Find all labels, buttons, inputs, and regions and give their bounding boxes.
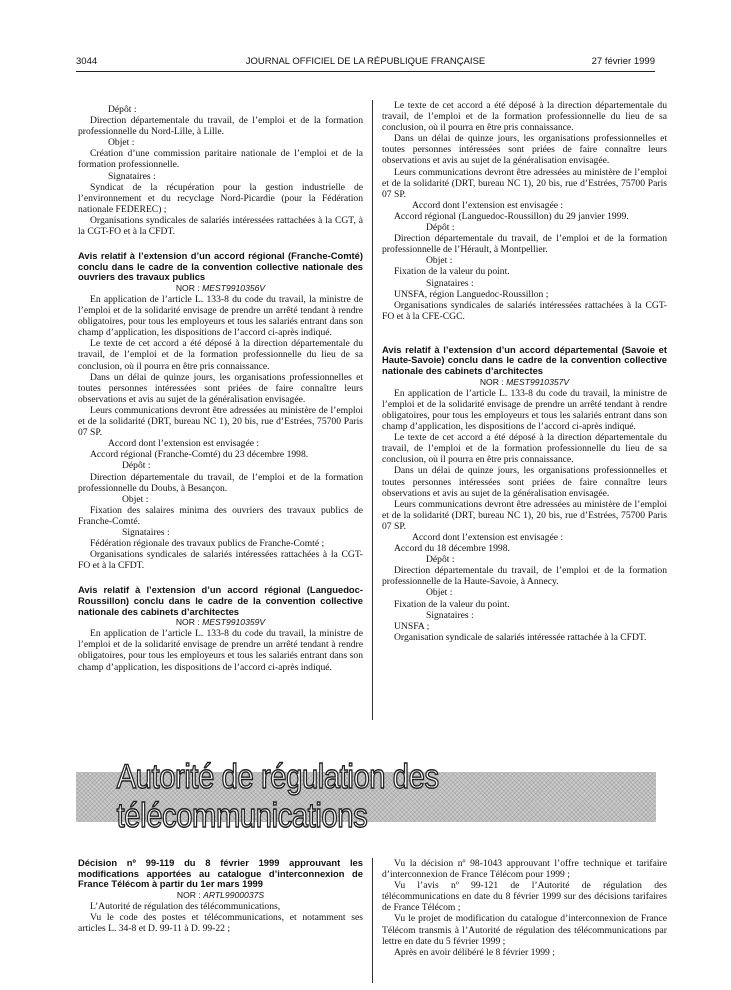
nor-reference: NOR : MEST9910359V: [175, 617, 266, 628]
visa: Après en avoir délibéré le 8 février 1999 ;: [394, 946, 555, 958]
paragraph: Le texte de cet accord a été déposé à la direction départementale du travail, de l’emploi et de la formation professionnelle du lieu de sa conclusion, où il pourra en être pris connaissance.: [382, 100, 667, 134]
signataires-label: Signataires :: [122, 526, 170, 538]
depot-label: Dépôt :: [426, 554, 455, 566]
decision-left-column: [78, 858, 363, 934]
paragraph: En application de l’article L. 133-8 du code du travail, la ministre de l’emploi et de la solidarité envisage de prendre un arrêté tendant à rendre obligatoires, pour tous les employeurs et tous les salariés entrant dans son champ d’application, les dispositions de l’accord ci-après indiqué.: [78, 628, 363, 673]
accord-label: Accord dont l’extension est envisagée :: [412, 199, 564, 211]
avis-title: Avis relatif à l’extension d’un accord régional (Franche-Comté) conclu dans le cadre de la convention collective nationale des ouvriers des travaux publics: [78, 250, 363, 283]
paragraph: Le texte de cet accord a été déposé à la direction départementale du travail, de l’emploi et de la formation professionnelle du lieu de sa conclusion, où il pourra en être pris connaissance.: [382, 432, 667, 466]
signataire: Organisations syndicales de salariés intéressées rattachées à la CGT, à la CGT-FO et à la CFDT.: [78, 214, 363, 238]
nor-reference: NOR : MEST9910357V: [479, 376, 570, 387]
signataire: Fédération régionale des travaux publics de Franche-Comté ;: [90, 538, 325, 550]
signataires-label: Signataires :: [426, 609, 474, 621]
depot-label: Dépôt :: [108, 104, 137, 115]
nor-reference: NOR : ARTL9900037S: [176, 889, 265, 900]
header-rule: [76, 71, 655, 72]
right-column: [382, 100, 667, 643]
page-number: 3044: [76, 56, 98, 67]
section-banner: [76, 758, 656, 835]
paragraph: Leurs communications devront être adressées au ministère de l’emploi et de la solidarité (DRT, bureau NC 1), 20 bis, rue d’Estrées, 75700 Paris 07 SP.: [382, 498, 667, 532]
signataire: UNSFA, région Languedoc-Roussillon ;: [394, 288, 549, 300]
accord-label: Accord dont l’extension est envisagée :: [108, 438, 260, 450]
decision-right-column: [382, 858, 667, 958]
depot-text: Direction départementale du travail, de l’emploi et de la formation professionnelle du Nord-Lille, à Lille.: [78, 115, 363, 138]
objet-text: Fixation de la valeur du point.: [394, 598, 510, 610]
paragraph: Le texte de cet accord a été déposé à la direction départementale du travail, de l’emploi et de la formation professionnelle du lieu de sa conclusion, où il pourra en être pris connaissance.: [78, 338, 363, 372]
journal-title: JOURNAL OFFICIEL DE LA RÉPUBLIQUE FRANÇAISE: [245, 56, 486, 67]
visa: Vu l’avis nº 99-121 de l’Autorité de régulation des télécommunications en date du 8 février 1999 sur des décisions tarifaires de France Télécom ;: [382, 880, 667, 914]
issue-date: 27 février 1999: [591, 56, 655, 67]
visa: Vu la décision nº 98-1043 approuvant l’offre technique et tarifaire d’interconnexion de France Télécom pour 1999 ;: [382, 858, 667, 881]
objet-text: Fixation des salaires minima des ouvriers des travaux publics de Franche-Comté.: [78, 504, 363, 527]
paragraph: En application de l’article L. 133-8 du code du travail, la ministre de l’emploi et de la solidarité envisage de prendre un arrêté tendant à rendre obligatoires, pour tous les employeurs et tous les salariés entrant dans son champ d’application, les dispositions de l’accord ci-après indiqué.: [78, 294, 363, 339]
accord-text: Accord du 18 décembre 1998.: [394, 543, 510, 555]
accord-label: Accord dont l’extension est envisagée :: [412, 531, 564, 543]
depot-text: Direction départementale du travail, de l’emploi et de la formation professionnelle du Doubs, à Besançon.: [78, 471, 363, 494]
column-divider: [372, 100, 373, 720]
signataire: Syndicat de la récupération pour la gestion industrielle de l’environnement et du recyclage Nord-Picardie (pour la Fédération nationale FEDEREC) ;: [78, 181, 363, 215]
objet-label: Objet :: [122, 493, 149, 505]
visa: Vu le projet de modification du catalogue d’interconnexion de France Télécom transmis à l’Autorité de régulation des télécommunications par lettre en date du 5 février 1999 ;: [382, 913, 667, 947]
signataire: Organisations syndicales de salariés intéressées rattachées à la CGT-FO et à la CFE-CGC.: [382, 299, 667, 322]
banner-title: Autorité de régulation des télécommunications: [116, 758, 439, 835]
objet-label: Objet :: [426, 255, 453, 267]
paragraph: Leurs communications devront être adressées au ministère de l’emploi et de la solidarité (DRT, bureau NC 1), 20 bis, rue d’Estrées, 75700 Paris 07 SP.: [78, 404, 363, 439]
column-divider: [372, 858, 373, 983]
depot-text: Direction départementale du travail, de l’emploi et de la formation professionnelle de la Haute-Savoie, à Annecy.: [382, 565, 667, 588]
accord-text: Accord régional (Franche-Comté) du 23 décembre 1998.: [90, 449, 309, 461]
depot-label: Dépôt :: [122, 460, 151, 472]
signataire: Organisations syndicales de salariés intéressées rattachées à la CGT-FO et à la CFDT.: [78, 549, 363, 572]
objet-text: Création d’une commission paritaire nationale de l’emploi et de la formation professionnelle.: [78, 148, 363, 171]
decision-title: Décision nº 99-119 du 8 février 1999 approuvant les modifications apportées au catalogue d’interconnexion de France Télécom à partir du 1er mars 1999: [78, 857, 363, 890]
signataire: Organisation syndicale de salariés intéressée rattachée à la CFDT.: [394, 631, 647, 643]
signataires-label: Signataires :: [426, 277, 474, 289]
objet-text: Fixation de la valeur du point.: [394, 266, 510, 278]
objet-label: Objet :: [108, 137, 135, 149]
paragraph: En application de l’article L. 133-8 du code du travail, la ministre de l’emploi et de la solidarité envisage de prendre un arrêté tendant à rendre obligatoires, pour tous les employeurs et tous les salariés entrant dans son champ d’application, les dispositions de l’accord ci-après indiqué.: [382, 387, 667, 433]
depot-text: Direction départementale du travail, de l’emploi et de la formation professionnelle de l’Hérault, à Montpellier.: [382, 233, 667, 256]
paragraph: L’Autorité de régulation des télécommunications,: [90, 900, 281, 912]
nor-reference: NOR : MEST9910356V: [175, 282, 266, 293]
depot-label: Dépôt :: [426, 222, 455, 234]
signataires-label: Signataires :: [108, 170, 156, 182]
objet-label: Objet :: [426, 587, 453, 599]
avis-title: Avis relatif à l’extension d’un accord départemental (Savoie et Haute-Savoie) conclu dans le cadre de la convention collective nationale des cabinets d’architectes: [382, 343, 667, 377]
paragraph: Dans un délai de quinze jours, les organisations professionnelles et toutes personnes intéressées sont priées de faire connaître leurs observations et avis au sujet de la généralisation envisagée.: [382, 465, 667, 499]
paragraph: Leurs communications devront être adressées au ministère de l’emploi et de la solidarité (DRT, bureau NC 1), 20 bis, rue d’Estrées, 75700 Paris 07 SP.: [382, 166, 667, 200]
paragraph: Dans un délai de quinze jours, les organisations professionnelles et toutes personnes intéressées sont priées de faire connaître leurs observations et avis au sujet de la généralisation envisagée.: [78, 371, 363, 405]
paragraph: Dans un délai de quinze jours, les organisations professionnelles et toutes personnes intéressées sont priées de faire connaître leurs observations et avis au sujet de la généralisation envisagée.: [382, 133, 667, 167]
signataire: UNSFA ;: [394, 620, 430, 632]
accord-text: Accord régional (Languedoc-Roussillon) du 29 janvier 1999.: [394, 210, 629, 222]
left-column: [78, 104, 363, 673]
paragraph: Vu le code des postes et télécommunications, et notamment ses articles L. 34-8 et D. 99-11 à D. 99-22 ;: [78, 911, 363, 935]
page-header: [76, 56, 655, 70]
avis-title: Avis relatif à l’extension d’un accord régional (Languedoc-Roussillon) conclu dans le cadre de la convention collective nationale des cabinets d’architectes: [78, 584, 363, 617]
